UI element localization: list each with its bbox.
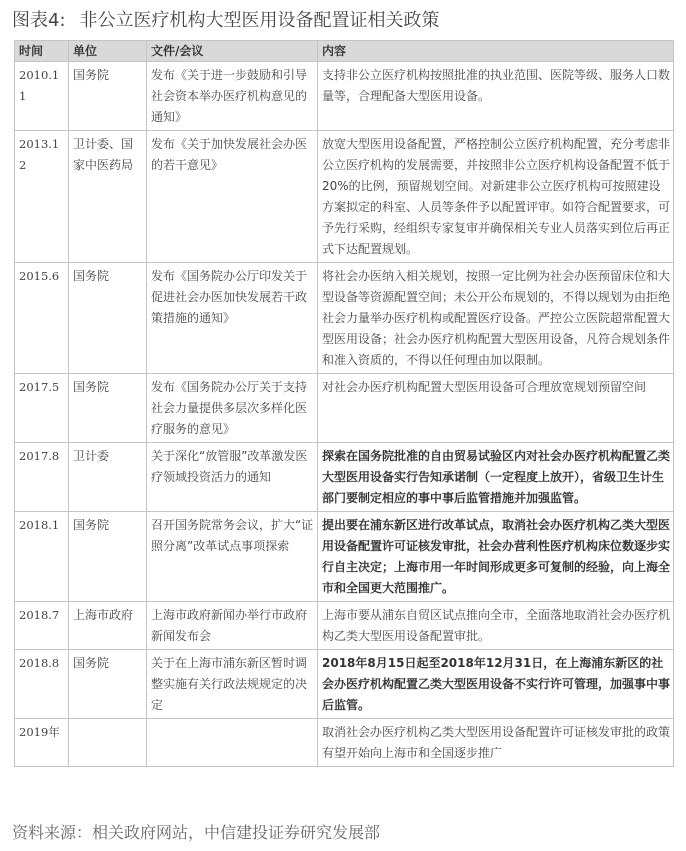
cell-date: 2018.7 [15, 602, 69, 650]
cell-unit: 国务院 [69, 512, 147, 602]
cell-content: 提出要在浦东新区进行改革试点，取消社会办医疗机构乙类大型医用设备配置许可证核发审批，社会办营利性医疗机构床位数逐步实行自主决定；上海市用一年时间形成更多可复制的经验，向上海全市和全国更大范围推广。 [318, 512, 674, 602]
cell-unit [69, 719, 147, 767]
cell-date: 2019年 [15, 719, 69, 767]
header-content: 内容 [318, 41, 674, 62]
cell-content: 探索在国务院批准的自由贸易试验区内对社会办医疗机构配置乙类大型医用设备实行告知承诺制（一定程度上放开），省级卫生计生部门要制定相应的事中事后监管措施并加强监管。 [318, 443, 674, 512]
header-document: 文件/会议 [147, 41, 318, 62]
cell-document: 发布《关于进一步鼓励和引导社会资本举办医疗机构意见的通知》 [147, 62, 318, 131]
cell-unit: 上海市政府 [69, 602, 147, 650]
table-row [15, 602, 674, 650]
cell-date: 2010.11 [15, 62, 69, 131]
cell-date: 2018.1 [15, 512, 69, 602]
cell-document [147, 719, 318, 767]
cell-document: 关于深化“放管服”改革激发医疗领域投资活力的通知 [147, 443, 318, 512]
cell-content: 取消社会办医疗机构乙类大型医用设备配置许可证核发审批的政策有望开始向上海市和全国逐步推广 [318, 719, 674, 767]
table-row [15, 719, 674, 767]
cell-document: 上海市政府新闻办举行市政府新闻发布会 [147, 602, 318, 650]
table-row [15, 131, 674, 263]
cell-content: 将社会办医纳入相关规划，按照一定比例为社会办医预留床位和大型设备等资源配置空间；未公开公布规划的，不得以规划为由拒绝社会力量举办医疗机构或配置医疗设备。严控公立医院超常配置大型医用设备；社会办医疗机构配置大型医用设备，凡符合规划条件和准入资质的，不得以任何理由加以限制。 [318, 263, 674, 374]
header-unit: 单位 [69, 41, 147, 62]
table-row [15, 650, 674, 719]
figure-title-text: 非公立医疗机构大型医用设备配置证相关政策 [79, 10, 440, 31]
cell-unit: 国务院 [69, 62, 147, 131]
cell-document: 发布《国务院办公厅印发关于促进社会办医加快发展若干政策措施的通知》 [147, 263, 318, 374]
source-note: 资料来源：相关政府网站，中信建投证券研究发展部 [12, 823, 381, 842]
cell-date: 2015.6 [15, 263, 69, 374]
cell-unit: 卫计委 [69, 443, 147, 512]
table-row [15, 374, 674, 443]
cell-date: 2018.8 [15, 650, 69, 719]
table-row [15, 263, 674, 374]
cell-content: 2018年8月15日起至2018年12月31日，在上海浦东新区的社会办医疗机构配置乙类大型医用设备不实行许可管理，加强事中事后监管。 [318, 650, 674, 719]
cell-unit: 国务院 [69, 263, 147, 374]
cell-date: 2017.8 [15, 443, 69, 512]
header-date: 时间 [15, 41, 69, 62]
cell-content: 对社会办医疗机构配置大型医用设备可合理放宽规划预留空间 [318, 374, 674, 443]
cell-document: 发布《关于加快发展社会办医的若干意见》 [147, 131, 318, 263]
cell-content: 支持非公立医疗机构按照批准的执业范围、医院等级、服务人口数量等，合理配备大型医用设备。 [318, 62, 674, 131]
cell-content: 放宽大型医用设备配置，严格控制公立医疗机构配置，充分考虑非公立医疗机构的发展需要，并按照非公立医疗机构设备配置不低于20%的比例，预留规划空间。对新建非公立医疗机构可按照建设方案拟定的科室、人员等条件予以配置评审。如符合配置要求，可予先行采购，经组织专家复审并确保相关专业人员落实到位后再正式下达配置规划。 [318, 131, 674, 263]
cell-date: 2013.12 [15, 131, 69, 263]
cell-unit: 国务院 [69, 650, 147, 719]
table-row [15, 443, 674, 512]
cell-content: 上海市要从浦东自贸区试点推向全市，全面落地取消社会办医疗机构乙类大型医用设备配置审批。 [318, 602, 674, 650]
table-header-row [15, 41, 674, 62]
figure-title [12, 6, 440, 36]
cell-document: 召开国务院常务会议，扩大“证照分离”改革试点事项探索 [147, 512, 318, 602]
cell-unit: 国务院 [69, 374, 147, 443]
figure-label: 图表4: [12, 10, 66, 31]
cell-date: 2017.5 [15, 374, 69, 443]
table-row [15, 62, 674, 131]
policy-table [14, 40, 674, 767]
cell-unit: 卫计委、国家中医药局 [69, 131, 147, 263]
cell-document: 发布《国务院办公厅关于支持社会力量提供多层次多样化医疗服务的意见》 [147, 374, 318, 443]
cell-document: 关于在上海市浦东新区暂时调整实施有关行政法规规定的决定 [147, 650, 318, 719]
table-row [15, 512, 674, 602]
